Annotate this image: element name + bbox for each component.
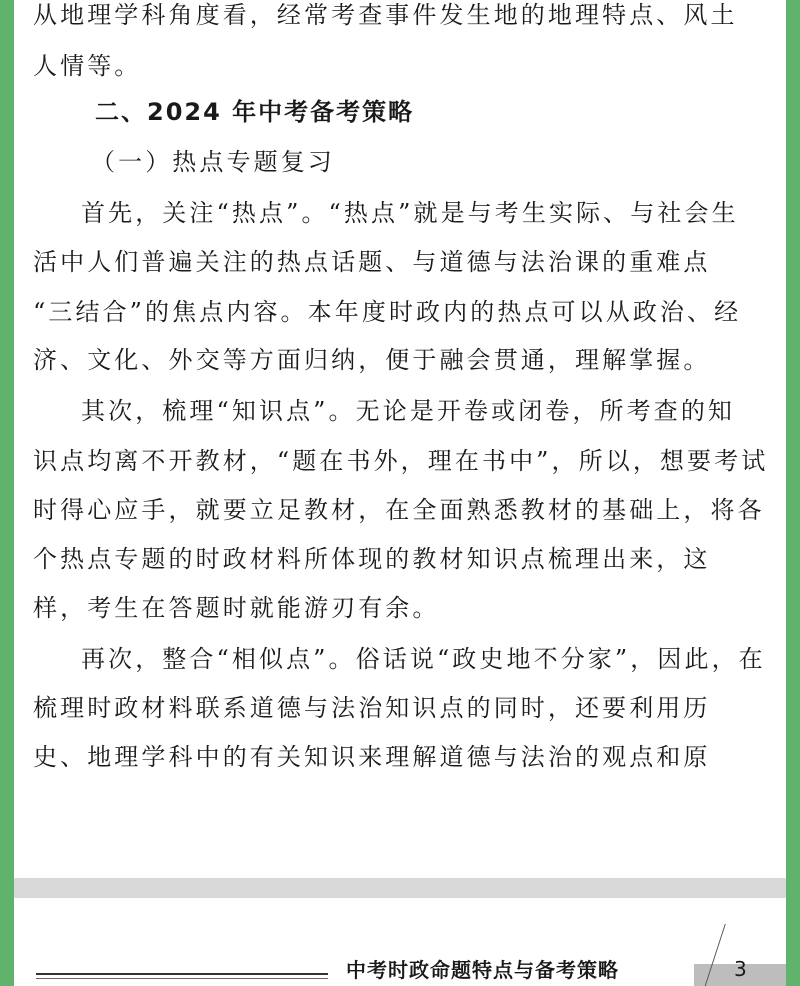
subsection-heading: （一）热点专题复习 [91,148,335,176]
section-heading: 二、2024 年中考备考策略 [95,98,415,126]
body-line: 时得心应手，就要立足教材，在全面熟悉教材的基础上，将各 [33,496,765,524]
body-line: “三结合”的焦点内容。本年度时政内的热点可以从政治、经 [33,298,742,326]
body-line: 再次，整合“相似点”。俗话说“政史地不分家”，因此，在 [81,645,766,673]
body-line: 从地理学科角度看，经常考查事件发生地的地理特点、风土 [33,1,738,29]
footer-rule [36,973,328,975]
document-page [14,0,786,986]
page-divider-band [14,878,786,898]
body-line: 梳理时政材料联系道德与法治知识点的同时，还要利用历 [33,694,711,722]
body-line: 活中人们普遍关注的热点话题、与道德与法治课的重难点 [33,248,711,276]
body-line: 济、文化、外交等方面归纳，便于融会贯通，理解掌握。 [33,346,711,374]
body-line: 首先，关注“热点”。“热点”就是与考生实际、与社会生 [81,199,739,227]
running-title: 中考时政命题特点与备考策略 [346,958,619,982]
footer-rule [36,978,328,979]
body-line: 其次，梳理“知识点”。无论是开卷或闭卷，所考查的知 [81,397,736,425]
body-line: 个热点专题的时政材料所体现的教材知识点梳理出来，这 [33,545,711,573]
body-line: 识点均离不开教材，“题在书外，理在书中”，所以，想要考试 [33,447,769,475]
page-number: 3 [734,957,747,981]
body-line: 样，考生在答题时就能游刃有余。 [33,594,440,622]
body-line: 人情等。 [33,52,142,80]
body-line: 史、地理学科中的有关知识来理解道德与法治的观点和原 [33,743,711,771]
